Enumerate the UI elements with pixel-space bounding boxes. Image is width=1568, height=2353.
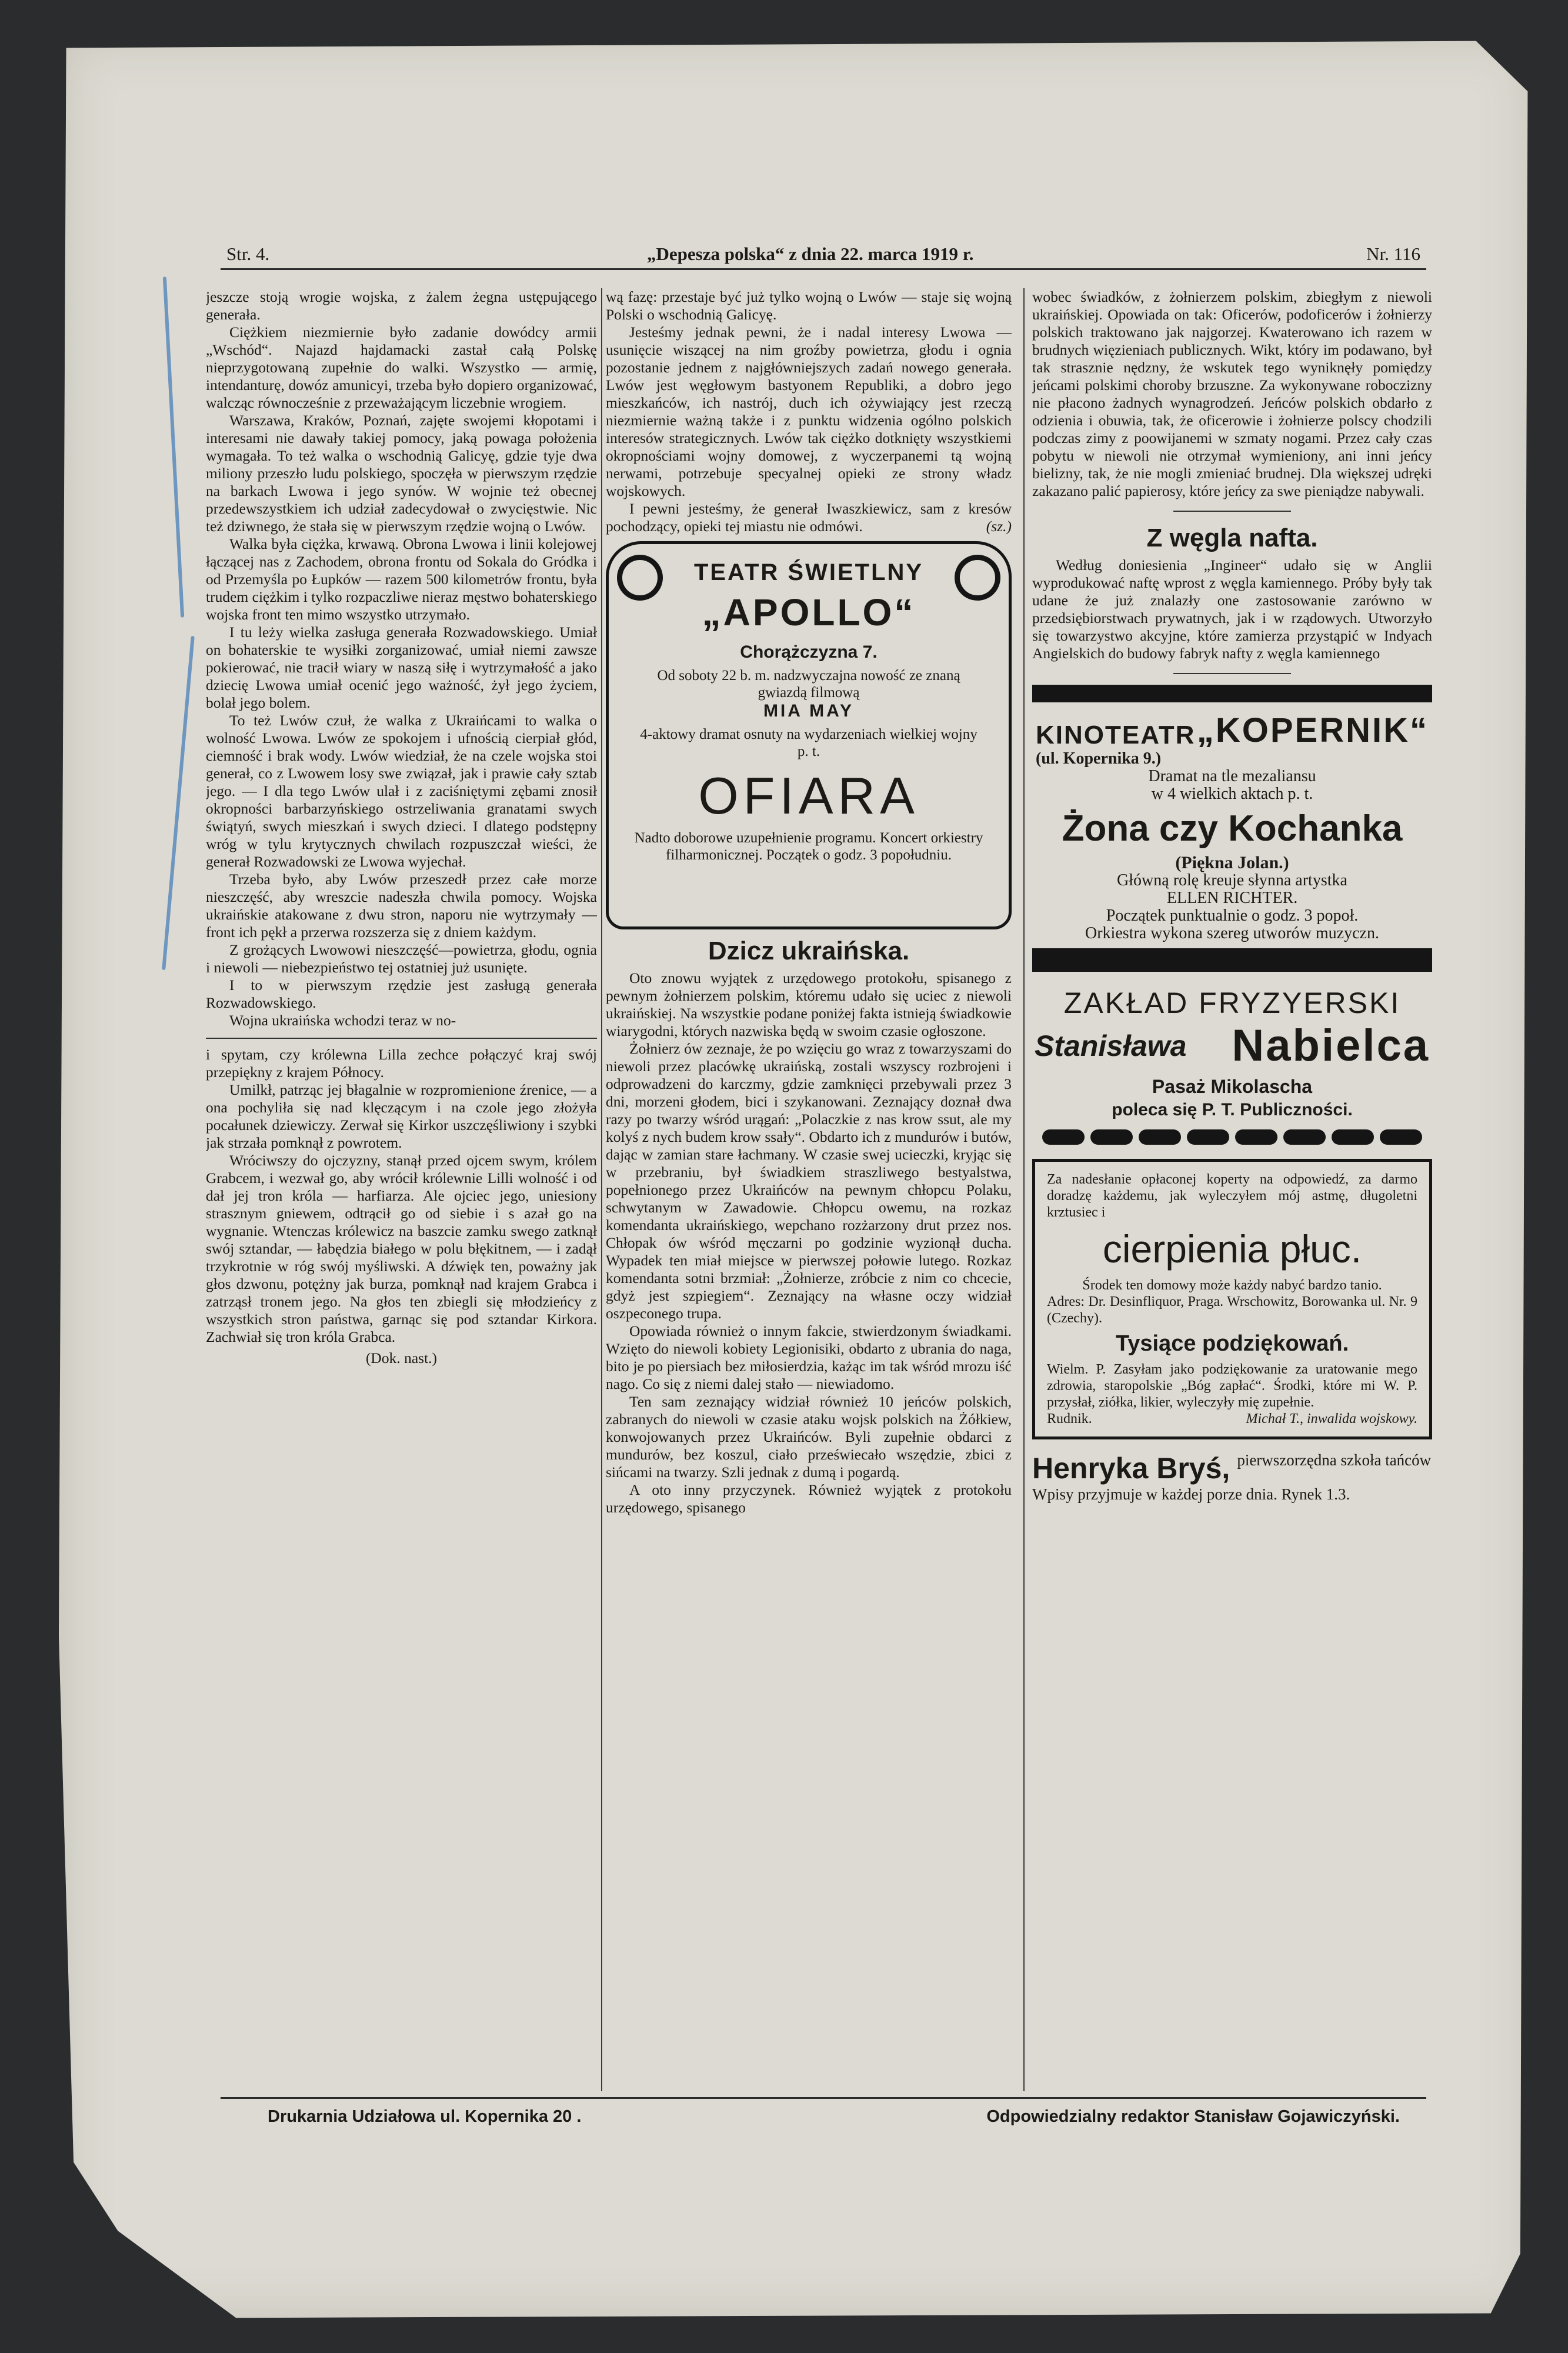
ad-title: ZAKŁAD FRYZYERSKI: [1063, 986, 1401, 1019]
ad-text: Środek ten domowy może każdy nabyć bardzo tanio.: [1082, 1278, 1382, 1293]
ad-subtitle: (Piękna Jolan.): [1175, 853, 1289, 872]
issue-title: „Depesza polska“ z dnia 22. marca 1919 r.: [647, 244, 974, 264]
article-paragraph: Walka była ciężka, krwawą. Obrona Lwowa i linii kolejowej łączącej nas z Zachodem, obrona frontu od Sokala do Gródka i od Przemyśla po Łupków — razem 500 kilometrów frontu, była trudem ciężkim i tylko rozpaczliwe nieraz męstwo bohaterskiego wojska front ten mimo wszystko utrzymało.: [206, 535, 597, 623]
ad-address: Adres: Dr. Desinfliquor, Praga. Wrschowitz, Borowanka ul. Nr. 9 (Czechy).: [1047, 1294, 1417, 1326]
article-heading: Z węgla nafta.: [1146, 524, 1318, 552]
ad-cinema-name: TEATR ŚWIETLNY: [693, 559, 924, 585]
ad-line: Orkiestra wykona szereg utworów muzyczn.: [1085, 924, 1379, 942]
page-header: [221, 242, 1426, 270]
article-paragraph: I pewni jesteśmy, że generał Iwaszkiewicz, sam z kresów pochodzący, opieki tej miastu nie odmówi. (sz.): [606, 500, 1012, 535]
ad-cinema-title: „APOLLO“: [702, 591, 916, 634]
ad-actress: ELLEN RICHTER.: [1166, 889, 1298, 907]
ad-line: Początek punktualnie o godz. 3 popoł.: [1106, 906, 1359, 925]
ad-description: pierwszorzędna szkoła tańców: [1237, 1451, 1432, 1469]
issue-number: Nr. 116: [1366, 244, 1420, 264]
column-3: [1032, 288, 1432, 2091]
ad-place: Rudnik.: [1047, 1411, 1092, 1427]
continued-note: (Dok. nast.): [365, 1349, 438, 1367]
ad-street: Chorążczyzna 7.: [740, 642, 878, 662]
ad-signer: Michał T., inwalida wojskowy.: [1246, 1411, 1417, 1427]
article-paragraph: Oto znowu wyjątek z urzędowego protokołu, spisanego z pewnym żołnierzem polskim, któremu udało się uciec z niewoli ukraińskiej. Na wszystkie podane poniżej fakta istnieją świadkowie wiarygodni, których nazwiska będą w swoim czasie ogłoszone.: [606, 969, 1012, 1039]
ad-bar: [1032, 685, 1432, 702]
page-number: Str. 4.: [226, 244, 270, 264]
article-paragraph: Trzeba było, aby Lwów przeszedł przez całe morze nieszczęść, aby wreszcie nadeszła chwila pomocy. Wojska ukraińskie atakowane z dwu stron, naporu nie wytrzymały — front ich pękł a przerwa rozszerza się z dniem każdym.: [206, 871, 597, 941]
story-paragraph: i spytam, czy królewna Lilla zechce połączyć kraj swój przepiękny z krajem Północy.: [206, 1046, 597, 1081]
ad-signature: [1047, 1411, 1417, 1427]
ad-first-name: Stanisława: [1035, 1029, 1187, 1062]
ad-line: Dramat na tle mezaliansu: [1148, 767, 1316, 785]
article-paragraph: To też Lwów czuł, że walka z Ukraińcami to walka o wolność Lwowa. Lwów ze spokojem i ufnością cierpiał głód, ciemność i brak wody. Lwów wiedział, że na czele wojska stoi generał, co z Lwowem losy swe związał, jak i prawie cały sztab jego. — I dla tego Lwów ulał i z zaciśniętymi zębami znosił okropności barbarzyńskiego ostrzeliwania granatami swych świątyń, swych mieszkań i swych dzieci. I dlatego podstępny wróg w tylu krytycznych chwilach rozpuszczał wieści, że generał Rozwadowski ze Lwowa wyjechał.: [206, 712, 597, 870]
article-paragraph: I to w pierwszym rzędzie jest zasługą generała Rozwadowskiego.: [206, 976, 597, 1011]
article-paragraph: Ten sam zeznający widział również 10 jeńców polskich, zabranych do niewoli w czasie ataku wojsk polskich na Żółkiew, konwojowanych przez Ukraińców. Byli zupełnie obdarci z mundurów, bez koszul, ciało przeświecało wszędzie, zbici z sińcami na twarzy. Szli jednak z dumą i pogardą.: [606, 1393, 1012, 1481]
divider: [1173, 511, 1291, 512]
ad-recommend: poleca się P. T. Publiczności.: [1112, 1100, 1353, 1119]
article-paragraph: A oto inny przyczynek. Również wyjątek z protokołu urzędowego, spisanego: [606, 1481, 1012, 1516]
divider: [1173, 673, 1291, 674]
article-paragraph: wą fazę: przestaje być już tylko wojną o Lwów — staje się wojną Polski o wschodnią Galicyę.: [606, 288, 1012, 323]
kopernik-cinema-ad: [1032, 711, 1432, 942]
ad-star: MIA MAY: [763, 701, 855, 721]
column-2: [606, 288, 1012, 2091]
ad-address: (ul. Kopernika 9.): [1036, 749, 1162, 768]
ad-label: KINOTEATR: [1036, 721, 1196, 749]
column-rule: [601, 288, 602, 2091]
article-paragraph: Według doniesienia „Ingineer“ udało się w Anglii wyprodukować naftę wprost z węgla kamiennego. Próby były tak udane że już znalazły one zastosowanie zarówno w przedsiębiorstwach prywatnych, jak i w rządowych. Utworzyło się towarzystwo akcyjne, które zamierza przystąpić w Indyach Angielskich do budowy fabryk nafty z węgla kamiennego: [1032, 556, 1432, 662]
printer: Drukarnia Udziałowa ul. Kopernika 20 .: [268, 2107, 582, 2126]
column-rule: [1023, 288, 1025, 2091]
ad-last-name: Nabielca: [1232, 1021, 1430, 1071]
article-paragraph: Wojna ukraińska wchodzi teraz w no-: [229, 1012, 456, 1029]
article-paragraph: wobec świadków, z żołnierzem polskim, zbiegłym z niewoli ukraińskiej. Opowiada on tak: Oficerów, podoficerów i żołnierzy polskich traktowano jak najgorzej. Kwaterowano ich razem w brudnych więzieniach publicznych. Wikt, który im podawano, był tak strasznie nędzny, że wskutek tego wyniknęły pomiędzy jeńcami polskimi choroby brzuszne. Za wykonywane roboczizny nie płacono żadnych wynagrodzeń. Jeńców polskich obdarło z odzienia i obuwia, tak, że oficerowie i żołnierze polscy chodzili podczas zimy z poowijanemi w szmaty nogami. Przez cały czas pobytu w niewoli nie otrzymał wymieniony, ani inni jeńcy bielizny, tak, że nie mogli zmieniać brudnej. Dla większej udręki zakazano palić papierosy, które jeńcy za swe pieniądze nabywali.: [1032, 288, 1432, 499]
article-heading: Dzicz ukraińska.: [708, 936, 910, 965]
lung-remedy-ad: [1032, 1159, 1432, 1439]
ad-name: Henryka Bryś,: [1032, 1452, 1230, 1485]
story-paragraph: Wróciwszy do ojczyzny, stanął przed ojcem swym, królem Grabcem, i wezwał go, aby wrócił królewnie Lilli wolność i od dał jej tron króla — harfiarza. Ale ojciec jego, uniesiony strasznym gniewem, odtrącił go od siebie i s azał go na wygnanie. Wtenczas królewicz na baszcie zamku swego zatknął swój sztandar, — łabędzia białego w polu błękitnem, — i zadął trzykrotnie w róg swój myśliwski. A dźwięk ten, poważny jak głos dzwonu, potężny jak burza, pomknął nad krajem Grabca i zatrząsł tronem jego. Na głos ten zbiegli się młodzieńcy z wszystkich stron państwa, garnąc się pod sztandar Kirkora. Zachwiał się tron króla Grabca.: [206, 1152, 597, 1345]
ad-line: Wpisy przyjmuje w każdej porze dnia. Rynek 1.3.: [1032, 1485, 1350, 1503]
page-footer: [221, 2097, 1426, 2128]
ornament-icon: [955, 555, 1000, 601]
ad-bar: [1032, 948, 1432, 972]
article-paragraph: Jesteśmy jednak pewni, że i nadal interesy Lwowa — usunięcie wiszącej na nim groźby powietrza, głodu i ognia pozostanie jednem z najgłówniejszych zadań nowego generała. Lwów jest węgłowym bastyonem Republiki, a dobro jego mieszkańców, ich nastrój, duch ich ożywiający jest rzeczą niezmiernie ważną także i z punktu widzenia ogólno polskich interesów strategicznych. Lwów tak ciężko dotknięty wszystkiemi okropnościami wojny domowej, z wyczerpanemi tą wojną nerwami, potrzebuje specyalnej opieki ze strony władz wojskowych.: [606, 324, 1012, 499]
ad-address: Pasaż Mikolascha: [1152, 1076, 1313, 1097]
article-paragraph: jeszcze stoją wrogie wojska, z żalem żegna ustępującego generała.: [206, 288, 597, 323]
ad-headline: cierpienia płuc.: [1102, 1227, 1362, 1271]
section-divider: [206, 1038, 597, 1039]
ad-line: Główną rolę kreuje słynna artystka: [1117, 871, 1347, 889]
author-signature: (sz.): [986, 518, 1012, 535]
article-paragraph: Opowiada również o innym fakcie, stwierdzonym świadkami. Wzięto do niewoli kobiety Legionisiki, obdarto z ubrania do naga, bito je po piersiach bez miłosierdzia, każąc im tak wśród mrozu iść nago. Co się z niemi dalej stało — niewiadomo.: [606, 1322, 1012, 1392]
dance-school-ad: [1032, 1451, 1432, 1503]
editor: Odpowiedzialny redaktor Stanisław Gojawiczyński.: [986, 2107, 1400, 2126]
article-paragraph: Żołnierz ów zeznaje, że po wzięciu go wraz z towarzyszami do niewoli przez placówkę ukraińską, zostali wszyscy rozbrojeni i odprowadzeni do karczmy, gdzie zamknięci przebywali przez 3 dni, morzeni głodem, bici i szykanowani. Zeznający doznał dwa razy po twarzy wśród urągań: „Polaczkie z nas krow ssut, ale my kolyś z nych budem krow ssały“. Obdarto ich z mundurów i butów, dając w zamian stare łachmany. W czasie swej ucieczki, kryjąc się w przebraniu, był świadkiem straszliwego bestyalstwa, popełnionego przez Ukraińców na pewnym chłopcu Polaku, schwytanym w Zawadowie. Chłopcu owemu, na rozkaz komendanta ukraińskiego, wepchano rozżarzony drut przez nos. Chłopak ów wśród męczarni po godzinie wyzionął ducha. Wypadek ten miał miejsce w pierwszej połowie lutego. Rozkaz komendanta sotni brzmiał: „Żołnierze, zróbcie z nim co chcecie, gdyż jest szpiegiem“. Zeznający na własne oczy widział oszpeconego trupa.: [606, 1040, 1012, 1322]
article-paragraph: I tu leży wielka zasługa generała Rozwadowskiego. Umiał on bohaterskie te wysiłki zorganizować, umiał niemi zawsze pokierować, nie tracił wiary w naszą siłę i wytrzymałość a jako dziecię Lwowa umiał ocenić jego ważność, żył jego życiem, bolał jego bolem.: [206, 624, 597, 711]
ad-film-title: Żona czy Kochanka: [1062, 808, 1403, 849]
ad-line: w 4 wielkich aktach p. t.: [1151, 785, 1313, 803]
ad-film-title: OFIARA: [698, 766, 919, 825]
article-paragraph: Ciężkiem niezmiernie było zadanie dowódcy armii „Wschód“. Najazd hajdamacki zastał całą Polskę nieprzygotowaną zupełnie do walki. Wszystko — armię, intendanturę, dowóz amunicyi, trzeba było dopiero organizować, walcząc równocześnie z przeważającym liczebnie wrogiem.: [206, 324, 597, 411]
ad-intro: Za nadesłanie opłaconej koperty na odpowiedź, za darmo doradzę każdemu, jak wyleczyłem mój astmę, długoletni krztusiec i: [1047, 1172, 1417, 1220]
ad-intro: Od soboty 22 b. m. nadzwyczajna nowość ze znaną gwiazdą filmową: [657, 668, 960, 701]
ad-thanks: Tysiące podziękowań.: [1115, 1331, 1349, 1356]
barber-ad: [1032, 986, 1432, 1120]
ad-description: 4-aktowy dramat osnuty na wydarzeniach wielkiej wojny p. t.: [640, 726, 978, 759]
column-1: [206, 288, 597, 2091]
ornament-bar: [1032, 1129, 1432, 1145]
story-paragraph: Umilkł, patrząc jej błagalnie w rozpromienione źrenice, — a ona pochyliła się nad klęczącym i na czole jego złożyła pocałunek dziewiczy. Zerwał się Kirkor uszczęśliwiony i szybki jak strzała pomknął z powrotem.: [206, 1081, 597, 1151]
ad-extra: Nadto doborowe uzupełnienie programu. Koncert orkiestry filharmonicznej. Początek o godz. 3 popołudniu.: [634, 830, 983, 863]
ad-letter: Wielm. P. Zasyłam jako podziękowanie za uratowanie mego zdrowia, staropolskie „Bóg zapłać“. Środki, które mi W. P. przysłał, ziółka, likier, wyleczyły mię zupełnie.: [1047, 1362, 1417, 1410]
article-paragraph: Z grożących Lwowowi nieszczęść—powietrza, głodu, ognia i niewoli — niebezpieństwo tej ostatniej już usunięte.: [206, 941, 597, 976]
ad-cinema-title: „KOPERNIK“: [1196, 711, 1429, 749]
article-paragraph: Warszawa, Kraków, Poznań, zajęte swojemi kłopotami i interesami nie dawały takiej pomocy, jaką powaga położenia wymagała. To też walka o wschodnią Galicyę, gdzie tyje dwa miliony przeszło ludu polskiego, spoczęła w pierwszym rzędzie na barkach Lwowa i jego synów. W wojnie też obecnej przedewszystkiem ich udział zadecydował o zwycięstwie. Nic też dziwnego, że stała się w pierwszym rzędzie wojną o Lwów.: [206, 412, 597, 535]
apollo-cinema-ad: [606, 541, 1012, 929]
ornament-icon: [617, 555, 663, 601]
